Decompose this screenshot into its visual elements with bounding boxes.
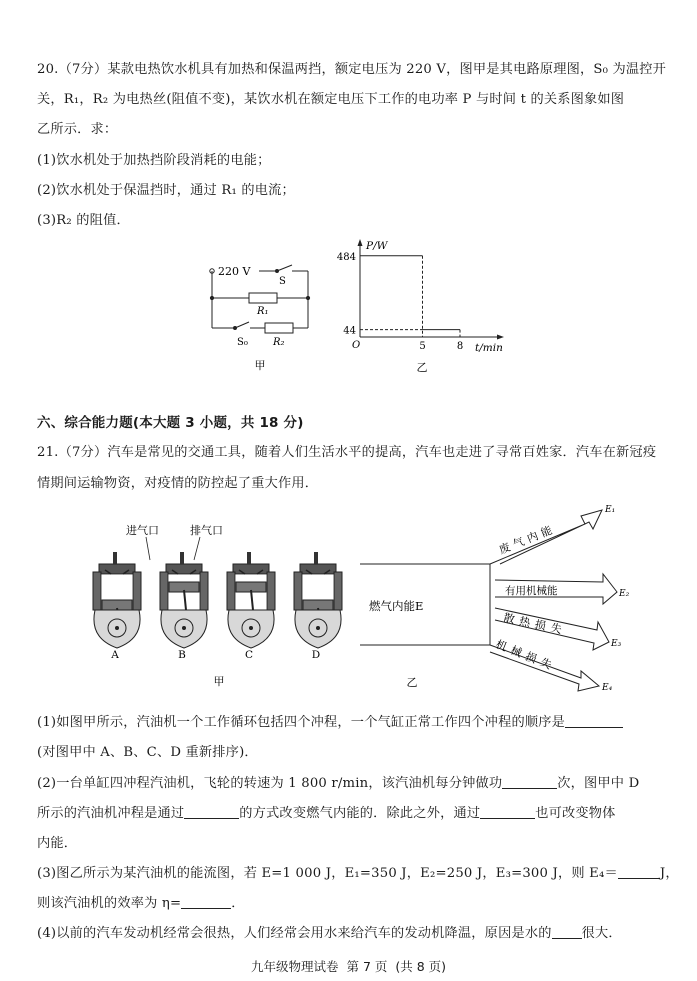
answer-blank-order[interactable] [565, 713, 623, 728]
y-axis-label: P/W [366, 240, 388, 252]
q21-p2b-text1: 所示的汽油机冲程是通过 [37, 806, 185, 821]
fuel-internal-energy-label: 燃气内能E [369, 599, 424, 613]
answer-blank-method2[interactable] [480, 804, 535, 819]
useful-mech-label: 有用机械能 [505, 585, 558, 597]
q21-p2a-text1: (2)一台单缸四冲程汽油机，飞轮的转速为 1 800 r/min，该汽油机每分钟做功 [37, 776, 503, 791]
engine-letter-a: A [111, 649, 119, 661]
q21-p2b-text3: 也可改变物体 [535, 806, 616, 821]
answer-blank-method1[interactable] [184, 804, 239, 819]
q21-line1: 21.（7分）汽车是常见的交通工具，随着人们生活水平的提高，汽车也走进了寻常百姓家．汽车在新冠疫 [37, 445, 657, 460]
heat-loss-label: 散热损失 [502, 611, 568, 638]
q20-sub3: (3)R₂ 的阻值． [37, 213, 130, 228]
intake-label: 进气口 [126, 524, 159, 537]
engine-c [227, 552, 275, 648]
engine-d [294, 552, 342, 648]
q20-line1: 20.（7分）某款电热饮水机具有加热和保温两挡，额定电压为 220 V，图甲是其电路原理图，S₀ 为温控开 [37, 62, 667, 77]
mech-loss-label: 机械损失 [493, 637, 559, 674]
answer-blank-work-count[interactable] [502, 774, 557, 789]
e4-label: E₄ [602, 683, 613, 693]
q21-p1a [37, 711, 623, 730]
circuit-diagram [195, 258, 315, 380]
engine-caption: 甲 [213, 675, 225, 688]
q21-p3a-text2: J， [659, 866, 679, 881]
e3-label: E₃ [611, 639, 622, 649]
voltage-label: 220 V [218, 265, 251, 278]
q21-p3b [37, 892, 245, 911]
footer-subject: 九年级物理试卷 [250, 959, 339, 974]
q21-p2c: 内能． [37, 836, 78, 851]
flow-caption: 乙 [406, 676, 418, 689]
q21-p2a [37, 772, 639, 791]
answer-blank-efficiency[interactable] [181, 894, 231, 909]
graph-caption: 乙 [416, 361, 428, 374]
q20-line2: 关，R₁，R₂ 为电热丝(阻值不变)，某饮水机在额定电压下工作的电功率 P 与时间 t 的关系图象如图 [37, 92, 625, 107]
r1-label: R₁ [257, 306, 269, 317]
q21-p4 [37, 922, 622, 941]
footer-page: 第 7 页 [346, 959, 388, 974]
q20-sub2: (2)饮水机处于保温挡时，通过 R₁ 的电流； [37, 183, 295, 198]
page-footer [0, 957, 697, 975]
switch-s0-label: S₀ [237, 337, 248, 348]
q21-p3b-text1: 则该汽油机的效率为 η= [37, 896, 182, 911]
engine-letter-b: B [178, 649, 186, 661]
engine-letter-d: D [311, 649, 321, 661]
q21-p4-text2: 很大． [581, 926, 622, 941]
q20-line3: 乙所示．求： [37, 122, 118, 137]
engine-letter-c: C [244, 649, 254, 661]
r2-label: R₂ [273, 337, 285, 348]
answer-blank-property[interactable] [552, 924, 582, 939]
q21-p2a-text2: 次，图甲中 D [557, 776, 640, 791]
section6-title: 六、综合能力题(本大题 3 小题，共 18 分) [37, 415, 304, 431]
circuit-caption: 甲 [254, 359, 266, 372]
x-axis-label: t/min [475, 342, 503, 354]
xtick-8: 8 [456, 341, 464, 352]
ytick-484: 484 [336, 251, 356, 263]
q21-p2b [37, 802, 616, 821]
engine-strokes-figure [88, 520, 348, 692]
q21-p3a-text1: (3)图乙所示为某汽油机的能流图，若 E=1 000 J，E₁=350 J，E₂=250 J，E₃=300 J，则 E₄＝ [37, 866, 618, 881]
waste-heat-label: 废气内能 [497, 522, 558, 557]
xtick-5: 5 [419, 341, 426, 352]
q21-p3b-text2: ． [231, 896, 245, 911]
ytick-44: 44 [343, 325, 356, 337]
switch-s-label: S [279, 276, 286, 287]
exhaust-label: 排气口 [190, 524, 223, 537]
engine-b [160, 552, 208, 648]
engine-a [93, 552, 141, 648]
power-time-graph [330, 235, 515, 380]
origin-label: O [352, 340, 361, 351]
footer-total: (共 8 页) [395, 959, 447, 974]
q21-p1a-text: (1)如图甲所示，汽油机一个工作循环包括四个冲程，一个气缸正常工作四个冲程的顺序是 [37, 715, 566, 730]
q21-p3a [37, 862, 679, 881]
engine-drawings [93, 552, 342, 648]
q21-p2b-text2: 的方式改变燃气内能的．除此之外，通过 [239, 806, 481, 821]
q21-p4-text1: (4)以前的汽车发动机经常会很热，人们经常会用水来给汽车的发动机降温，原因是水的 [37, 926, 552, 941]
energy-flow-diagram [355, 500, 655, 700]
e1-label: E₁ [605, 505, 616, 515]
q21-p1b: (对图甲中 A、B、C、D 重新排序)． [37, 745, 258, 760]
q20-sub1: (1)饮水机处于加热挡阶段消耗的电能； [37, 153, 271, 168]
e2-label: E₂ [619, 589, 630, 599]
q21-line2: 情期间运输物资，对疫情的防控起了重大作用． [37, 476, 319, 491]
answer-blank-e4[interactable] [618, 864, 660, 879]
